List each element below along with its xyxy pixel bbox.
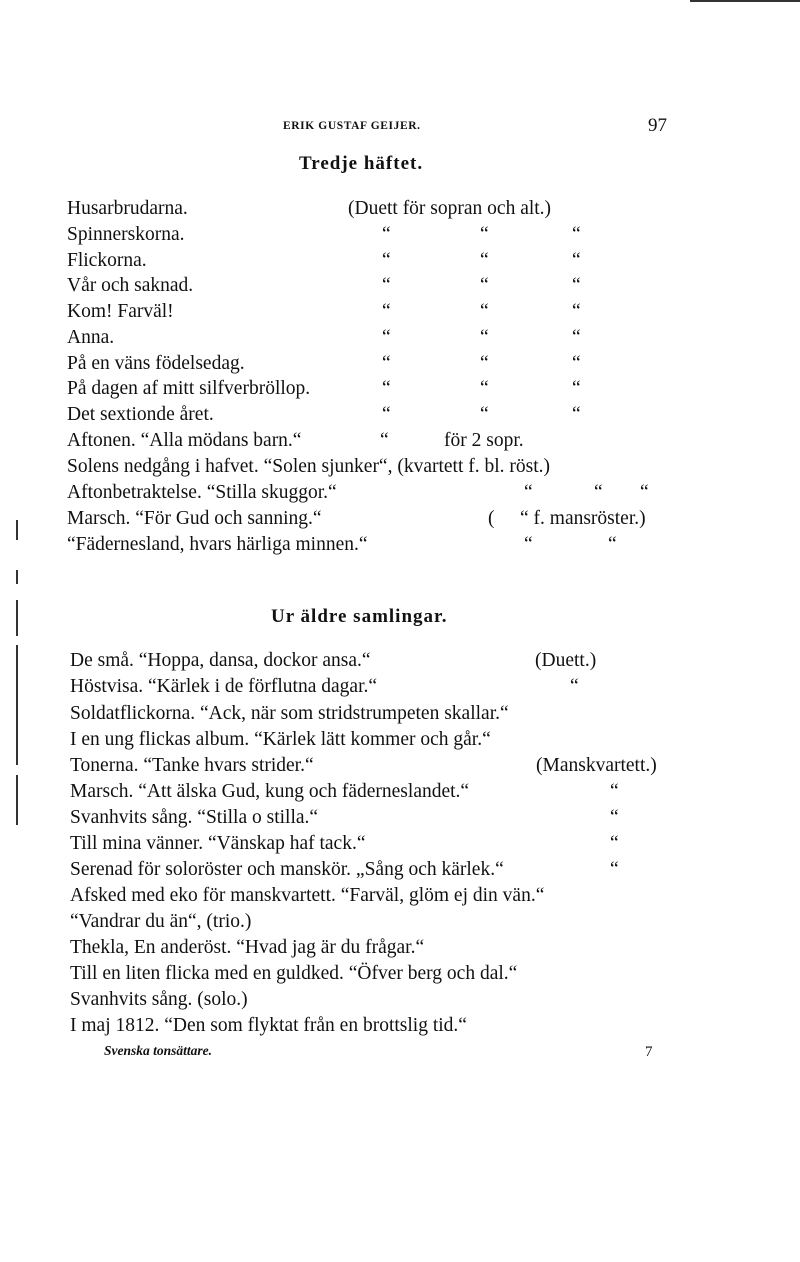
section-title-tredje-haftet: Tredje häftet. <box>299 153 424 174</box>
ditto-mark: “ <box>572 404 581 425</box>
list-item: På dagen af mitt silfverbröllop. <box>67 378 311 399</box>
list-item: “Fädernesland, hvars härliga minnen.“ <box>67 534 368 555</box>
list-item: Spinnerskorna. <box>67 224 185 245</box>
voicing-note: (Manskvartett.) <box>536 755 657 776</box>
voicing-note: “ f. mansröster.) <box>520 508 646 529</box>
list-item: Tonerna. “Tanke hvars strider.“ <box>70 755 314 776</box>
margin-mark <box>16 570 18 584</box>
ditto-mark: “ <box>480 353 489 374</box>
list-item: Svanhvits sång. “Stilla o stilla.“ <box>70 807 319 828</box>
ditto-mark: “ <box>382 301 391 322</box>
list-item: Husarbrudarna. <box>67 198 188 219</box>
sheet-number: 7 <box>645 1044 653 1060</box>
ditto-mark: “ <box>610 859 619 880</box>
list-item: Solens nedgång i hafvet. “Solen sjunker“, (kvartett f. bl. röst.) <box>67 456 551 477</box>
list-item: Soldatflickorna. “Ack, när som stridstrumpeten skallar.“ <box>70 703 509 724</box>
section-title-ur-aldre-samlingar: Ur äldre samlingar. <box>271 606 448 627</box>
page-number: 97 <box>648 115 667 136</box>
list-item: I en ung flickas album. “Kärlek lätt kommer och går.“ <box>70 729 491 750</box>
ditto-mark: “ <box>570 676 579 697</box>
ditto-mark: “ <box>480 327 489 348</box>
list-item: Marsch. “För Gud och sanning.“ <box>67 508 322 529</box>
ditto-mark: “ <box>610 781 619 802</box>
list-item: Marsch. “Att älska Gud, kung och fäderneslandet.“ <box>70 781 470 802</box>
list-item: Svanhvits sång. (solo.) <box>70 989 248 1010</box>
ditto-mark: “ <box>480 301 489 322</box>
ditto-mark: “ <box>382 353 391 374</box>
list-item: Det sextionde året. <box>67 404 214 425</box>
ditto-mark: “ <box>524 534 533 555</box>
list-item: De små. “Hoppa, dansa, dockor ansa.“ <box>70 650 371 671</box>
ditto-mark: “ <box>572 327 581 348</box>
ditto-mark: “ <box>480 378 489 399</box>
margin-mark <box>16 600 18 636</box>
ditto-mark: “ <box>524 482 533 503</box>
ditto-mark: “ <box>380 430 389 451</box>
ditto-mark: “ <box>382 327 391 348</box>
list-item: I maj 1812. “Den som flyktat från en brottslig tid.“ <box>70 1015 467 1036</box>
ditto-mark: “ <box>572 301 581 322</box>
ditto-mark: “ <box>480 224 489 245</box>
ditto-mark: “ <box>382 378 391 399</box>
list-item: Anna. <box>67 327 115 348</box>
list-item: Höstvisa. “Kärlek i de förflutna dagar.“ <box>70 676 378 697</box>
list-item: Aftonen. “Alla mödans barn.“ <box>67 430 302 451</box>
list-item: Afsked med eko för manskvartett. “Farväl, glöm ej din vän.“ <box>70 885 545 906</box>
ditto-mark: “ <box>572 378 581 399</box>
top-edge-line <box>690 0 800 2</box>
ditto-mark: “ <box>572 224 581 245</box>
ditto-mark: “ <box>608 534 617 555</box>
ditto-mark: “ <box>382 404 391 425</box>
ditto-mark: “ <box>610 807 619 828</box>
list-item: Kom! Farväl! <box>67 301 174 322</box>
list-item: Flickorna. <box>67 250 147 271</box>
ditto-mark: “ <box>480 275 489 296</box>
list-item: Vår och saknad. <box>67 275 194 296</box>
signature-mark: Svenska tonsättare. <box>104 1043 213 1058</box>
running-title: ERIK GUSTAF GEIJER. <box>283 120 421 132</box>
ditto-mark: “ <box>480 250 489 271</box>
list-item: Aftonbetraktelse. “Stilla skuggor.“ <box>67 482 337 503</box>
ditto-mark: “ <box>382 250 391 271</box>
voicing-note: för 2 sopr. <box>444 430 524 451</box>
list-item: Till en liten flicka med en guldked. “Öfver berg och dal.“ <box>70 963 518 984</box>
list-item: “Vandrar du än“, (trio.) <box>70 911 252 932</box>
voicing-note: (Duett.) <box>535 650 597 671</box>
ditto-mark: “ <box>572 353 581 374</box>
margin-mark <box>16 775 18 825</box>
list-item: Thekla, En anderöst. “Hvad jag är du frågar.“ <box>70 937 425 958</box>
margin-mark <box>16 645 18 765</box>
ditto-mark: “ <box>572 250 581 271</box>
list-item: Serenad för soloröster och manskör. „Sång och kärlek.“ <box>70 859 504 880</box>
list-item: På en väns födelsedag. <box>67 353 245 374</box>
ditto-mark: “ <box>594 482 603 503</box>
ditto-mark: “ <box>610 833 619 854</box>
voicing-note: (Duett för sopran och alt.) <box>348 198 552 219</box>
ditto-mark: “ <box>572 275 581 296</box>
margin-mark <box>16 520 18 540</box>
ditto-mark: “ <box>480 404 489 425</box>
list-item: Till mina vänner. “Vänskap haf tack.“ <box>70 833 366 854</box>
ditto-mark: “ <box>640 482 649 503</box>
ditto-mark: ( <box>488 508 495 529</box>
ditto-mark: “ <box>382 275 391 296</box>
ditto-mark: “ <box>382 224 391 245</box>
